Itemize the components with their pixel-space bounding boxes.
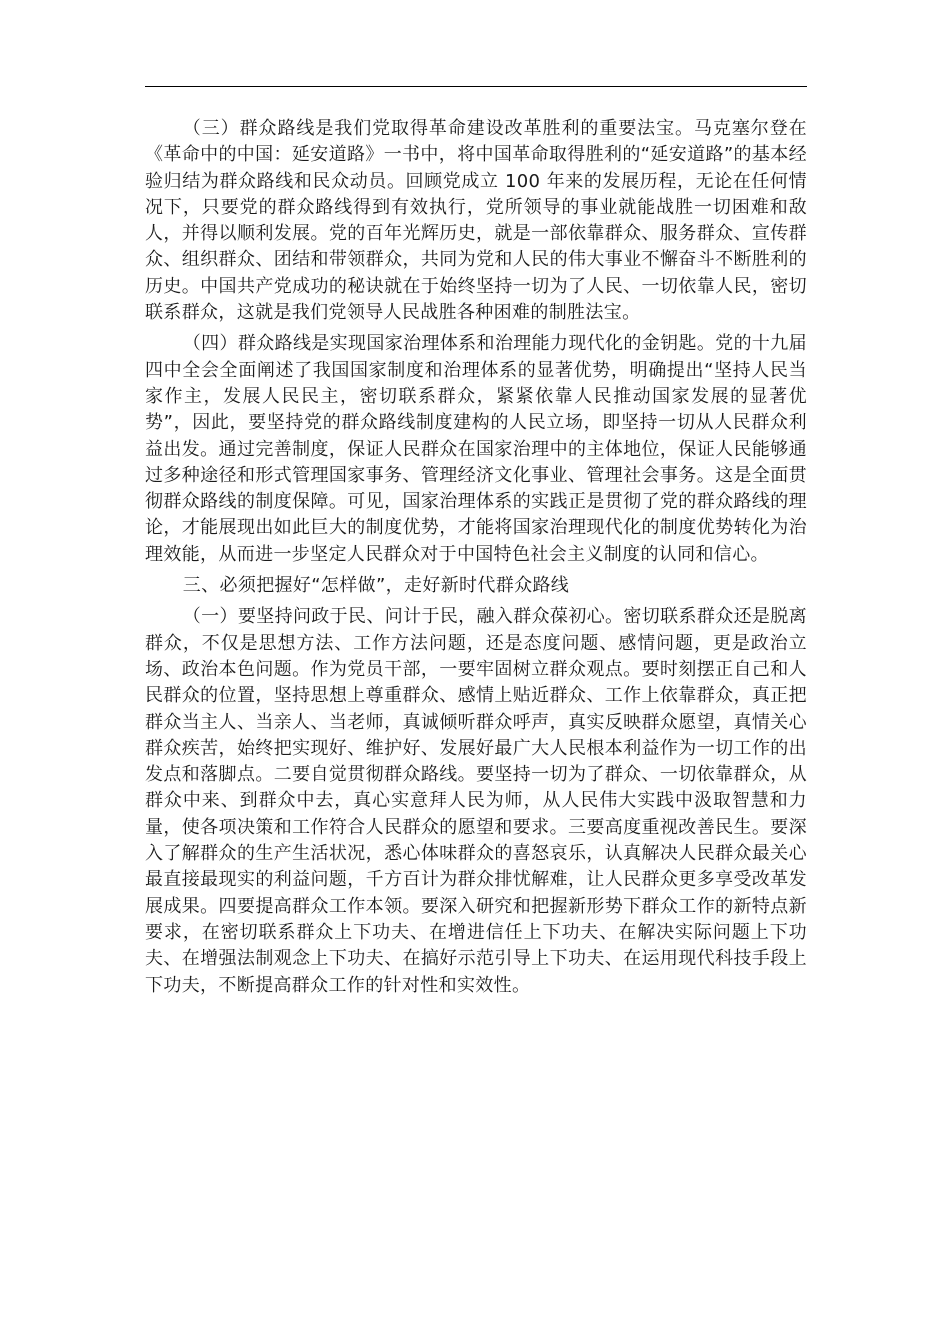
header-rule (145, 86, 807, 87)
paragraph-section-2-3: （三）群众路线是我们党取得革命建设改革胜利的重要法宝。马克塞尔登在《革命中的中国：延安道路》一书中，将中国革命取得胜利的“延安道路”的基本经验归结为群众路线和民众动员。回顾党成立 100 年来的发展历程，无论在任何情况下，只要党的群众路线得到有效执行，党所领导的事业就能战胜一切困难和敌人，并得以顺利发展。党的百年光辉历史，就是一部依靠群众、服务群众、宣传群众、组织群众、团结和带领群众，共同为党和人民的伟大事业不懈奋斗不断胜利的历史。中国共产党成功的秘诀就在于始终坚持一切为了人民、一切依靠人民，密切联系群众，这就是我们党领导人民战胜各种困难的制胜法宝。 (145, 118, 807, 324)
paragraph-section-2-4: （四）群众路线是实现国家治理体系和治理能力现代化的金钥匙。党的十九届四中全会全面阐述了我国国家制度和治理体系的显著优势，明确提出“坚持人民当家作主，发展人民民主，密切联系群众，紧紧依靠人民推动国家发展的显著优势”，因此，要坚持党的群众路线制度建构的人民立场，即坚持一切从人民群众利益出发。通过完善制度，保证人民群众在国家治理中的主体地位，保证人民能够通过多种途径和形式管理国家事务、管理经济文化事业、管理社会事务。这是全面贯彻群众路线的制度保障。可见，国家治理体系的实践正是贯彻了党的群众路线的理论，才能展现出如此巨大的制度优势，才能将国家治理现代化的制度优势转化为治理效能，从而进一步坚定人民群众对于中国特色社会主义制度的认同和信心。 (145, 333, 807, 565)
document-body (145, 116, 807, 1004)
paragraph-section-3-1: （一）要坚持问政于民、问计于民，融入群众葆初心。密切联系群众还是脱离群众，不仅是思想方法、工作方法问题，还是态度问题、感情问题，更是政治立场、政治本色问题。作为党员干部，一要牢固树立群众观点。要时刻摆正自己和人民群众的位置，坚持思想上尊重群众、感情上贴近群众、工作上依靠群众，真正把群众当主人、当亲人、当老师，真诚倾听群众呼声，真实反映群众愿望，真情关心群众疾苦，始终把实现好、维护好、发展好最广大人民根本利益作为一切工作的出发点和落脚点。二要自觉贯彻群众路线。要坚持一切为了群众、一切依靠群众，从群众中来、到群众中去，真心实意拜人民为师，从人民伟大实践中汲取智慧和力量，使各项决策和工作符合人民群众的愿望和要求。三要高度重视改善民生。要深入了解群众的生产生活状况，悉心体味群众的喜怒哀乐，认真解决人民群众最关心最直接最现实的利益问题，千方百计为群众排忧解难，让人民群众更多享受改革发展成果。四要提高群众工作本领。要深入研究和把握新形势下群众工作的新特点新要求，在密切联系群众上下功夫、在增进信任上下功夫、在解决实际问题上下功夫、在增强法制观念上下功夫、在搞好示范引导上下功夫、在运用现代科技手段上下功夫，不断提高群众工作的针对性和实效性。 (145, 606, 807, 996)
section-heading: 三、必须把握好“怎样做”，走好新时代群众路线 (182, 575, 570, 597)
